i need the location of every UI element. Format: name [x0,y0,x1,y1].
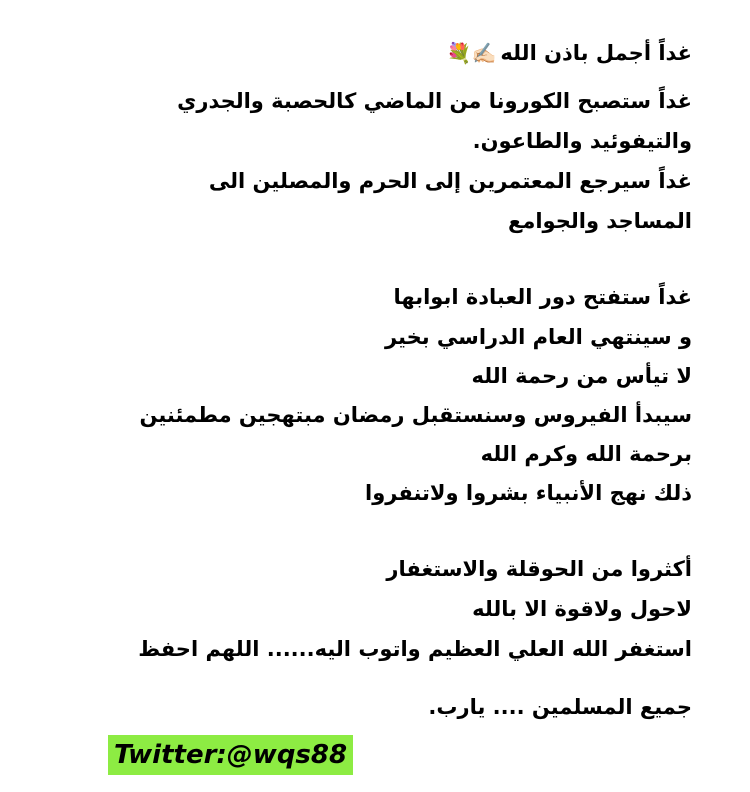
text-line-title [447,36,692,70]
text-line: أكثروا من الحوقلة والاستغفار [386,557,692,581]
text-line: سيبدأ الفيروس وسنستقبل رمضان مبتهجين مطمئنين [139,403,692,427]
title-text: غداً أجمل باذن الله [500,41,692,65]
text-line: غداً سيرجع المعتمرين إلى الحرم والمصلين الى [208,169,692,193]
twitter-handle-badge: Twitter:@wqs88 [108,735,353,775]
writing-hand-and-bouquet-icon: ✍🏻💐 [446,41,497,65]
text-line: غداً ستصبح الكورونا من الماضي كالحصبة والجدري [177,89,692,113]
text-line: لاحول ولاقوة الا بالله [472,597,692,621]
text-line: و سينتهي العام الدراسي بخير [384,325,692,349]
text-line: المساجد والجوامع [508,209,692,233]
text-line: برحمة الله وكرم الله [480,442,692,466]
text-line: استغفر الله العلي العظيم واتوب اليه...... اللهم احفظ [138,637,692,661]
text-line: غداً ستفتح دور العبادة ابوابها [393,285,692,309]
text-line: ذلك نهج الأنبياء بشروا ولاتنفروا [365,481,692,505]
text-line: جميع المسلمين .... يارب. [428,695,692,719]
text-line: لا تيأس من رحمة الله [471,364,692,388]
text-line: والتيفوئيد والطاعون. [472,129,692,153]
